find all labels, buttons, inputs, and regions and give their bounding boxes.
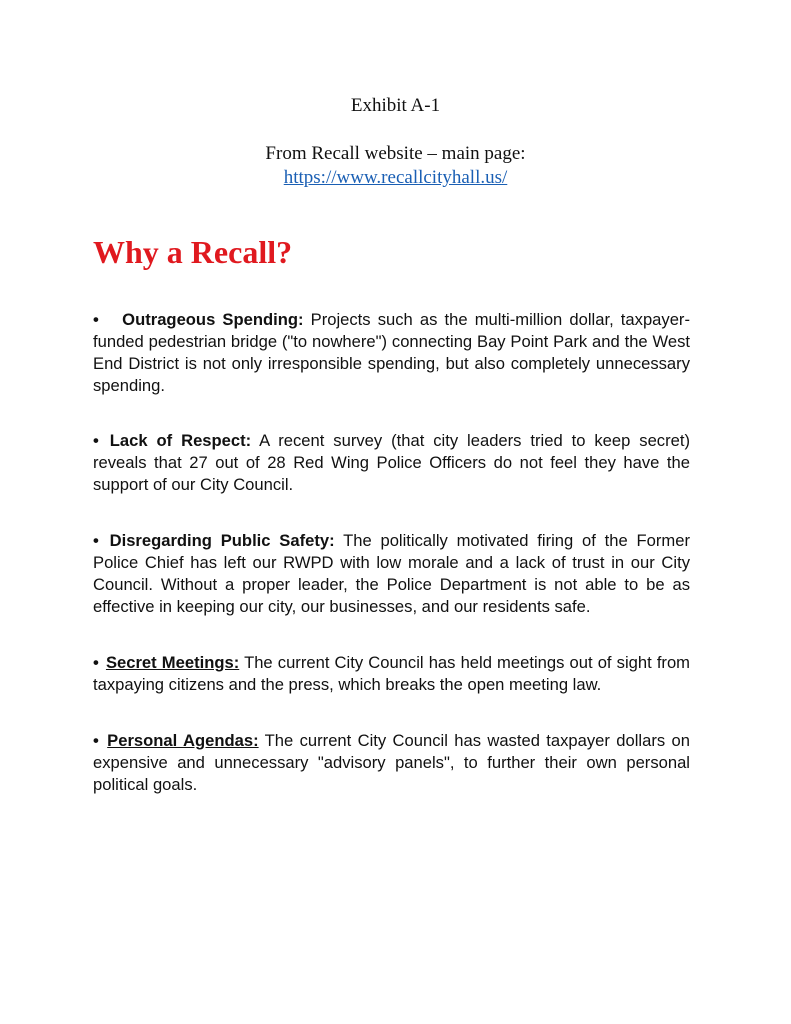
bullet-item-public-safety bbox=[93, 530, 690, 618]
bullet-label: Personal Agendas: bbox=[107, 731, 259, 750]
bullet-text: Projects such as the multi-million dollar, taxpayer-funded pedestrian bridge ("to nowhere") connecting Bay Point Park and the West End District is not only irresponsible spending, but also completely unnecessary spending. bbox=[93, 310, 690, 395]
section-heading: Why a Recall? bbox=[93, 234, 293, 270]
source-url-link[interactable]: https://www.recallcityhall.us/ bbox=[283, 167, 508, 188]
bullet-icon: • bbox=[93, 310, 99, 329]
bullet-icon: • bbox=[93, 653, 99, 672]
bullet-item-lack-of-respect bbox=[93, 430, 690, 496]
bullet-icon: • bbox=[93, 431, 99, 450]
source-url bbox=[0, 167, 791, 189]
bullet-text: The current City Council has wasted taxpayer dollars on expensive and unnecessary "advisory panels", to further their own personal political goals. bbox=[93, 731, 690, 794]
source-line: From Recall website – main page: bbox=[265, 143, 526, 164]
bullet-item-personal-agendas bbox=[93, 730, 690, 796]
exhibit-title: Exhibit A-1 bbox=[350, 95, 441, 116]
bullet-label: Secret Meetings: bbox=[105, 653, 240, 672]
bullet-item-secret-meetings bbox=[93, 652, 690, 696]
bullet-text: A recent survey (that city leaders tried to keep secret) reveals that 27 out of 28 Red Wing Police Officers do not feel they have the support of our City Council. bbox=[93, 431, 690, 494]
bullet-text: The current City Council has held meetings out of sight from taxpaying citizens and the press, which breaks the open meeting law. bbox=[93, 653, 691, 694]
bullet-label: Lack of Respect: bbox=[109, 431, 252, 450]
bullet-label: Disregarding Public Safety: bbox=[109, 531, 335, 550]
bullet-item-outrageous-spending bbox=[93, 309, 690, 397]
bullet-label: Outrageous Spending: bbox=[122, 310, 304, 329]
bullet-icon: • bbox=[93, 731, 99, 750]
bullet-icon: • bbox=[93, 531, 99, 550]
bullet-text: The politically motivated firing of the Former Police Chief has left our RWPD with low morale and a lack of trust in our City Council. Without a proper leader, the Police Department is not able to be as effective in keeping our city, our businesses, and our residents safe. bbox=[93, 531, 690, 616]
